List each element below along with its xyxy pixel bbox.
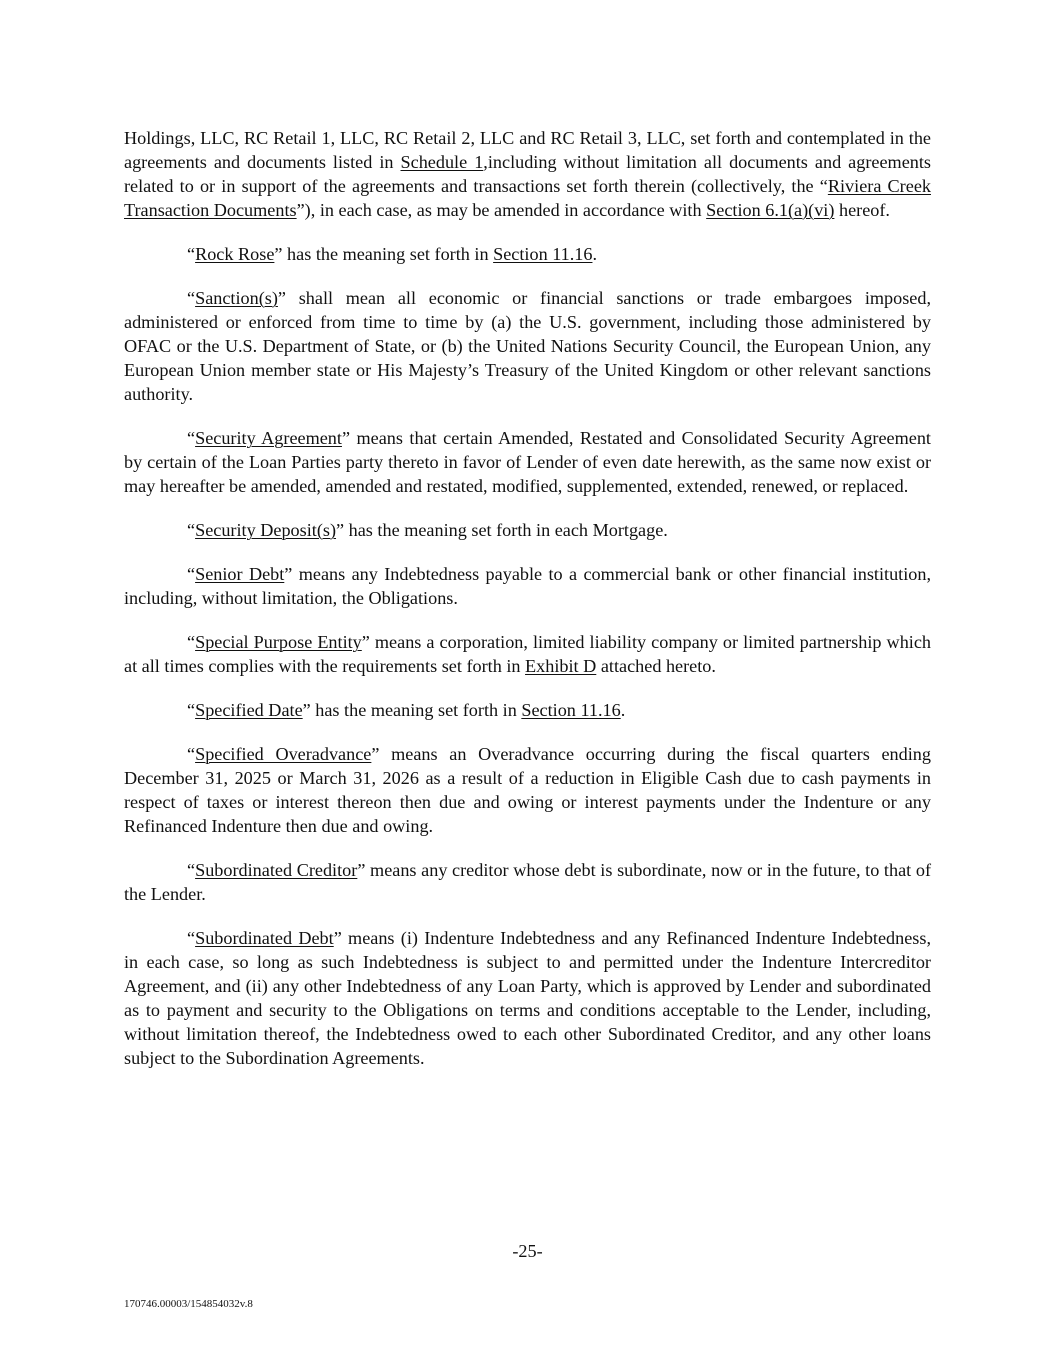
defined-term: Senior Debt [195, 564, 285, 584]
defined-term: Subordinated Creditor [195, 860, 358, 880]
reference-section-11-16: Section 11.16 [521, 700, 621, 720]
defined-term: Sanction(s) [195, 288, 278, 308]
defined-term: Subordinated Debt [195, 928, 334, 948]
defined-term: Security Agreement [195, 428, 342, 448]
definition-specified-date: “Specified Date” has the meaning set forth in Section 11.16. [187, 700, 626, 720]
definition-senior-debt: “Senior Debt” means any Indebtedness payable to a commercial bank or other financial institution, including, without limitation, the Obligations. [124, 564, 931, 608]
defined-term: Special Purpose Entity [195, 632, 362, 652]
reference-exhibit-d: Exhibit D [525, 656, 597, 676]
page-number: -25- [512, 1241, 543, 1261]
definition-special-purpose-entity: “Special Purpose Entity” means a corporation, limited liability company or limited partnership which at all times complies with the requirements set forth in Exhibit D attached hereto. [124, 632, 932, 676]
reference-schedule-1: Schedule 1 [400, 152, 484, 172]
reference-section-11-16: Section 11.16 [493, 244, 593, 264]
definition-subordinated-debt: “Subordinated Debt” means (i) Indenture Indebtedness and any Refinanced Indenture Indebtedness, in each case, so long as such Indebtedness is subject to and permitted under the Indenture Intercreditor Agreement, and (ii) any other Indebtedness of any Loan Party, which is approved by Lender and subordinated as to payment and security to the Obligations on terms and conditions acceptable to the Lender, including, without limitation thereof, the Indebtedness owed to each other Subordinated Creditor, and any other loans subject to the Subordination Agreements. [124, 928, 932, 1068]
definition-subordinated-creditor: “Subordinated Creditor” means any creditor whose debt is subordinate, now or in the future, to that of the Lender. [124, 860, 931, 904]
paragraph-riviera-creek: Holdings, LLC, RC Retail 1, LLC, RC Retail 2, LLC and RC Retail 3, LLC, set forth and contemplated in the agreements and documents listed in Schedule 1,including without limitation all documents and agreements related to or in support of the agreements and transactions set forth therein (collectively, the “Riviera Creek Transaction Documents”), in each case, as may be amended in accordance with Section 6.1(a)(vi) hereof. [124, 128, 931, 220]
reference-section-6-1-a-vi: Section 6.1(a)(vi) [706, 200, 835, 220]
defined-term-riviera-creek-transaction-documents: Riviera Creek Transaction Documents [124, 176, 931, 220]
defined-term: Rock Rose [195, 244, 275, 264]
definition-sanctions: “Sanction(s)” shall mean all economic or financial sanctions or trade embargoes imposed, administered or enforced from time to time by (a) the U.S. government, including those administered by OFAC or the U.S. Department of State, or (b) the United Nations Security Council, the European Union, any European Union member state or His Majesty’s Treasury of the United Kingdom or other relevant sanctions authority. [124, 288, 931, 404]
defined-term: Security Deposit(s) [195, 520, 337, 540]
defined-term: Specified Date [195, 700, 303, 720]
definition-security-deposits: “Security Deposit(s)” has the meaning set forth in each Mortgage. [187, 520, 668, 540]
document-body [124, 126, 931, 1070]
document-id: 170746.00003/154854032v.8 [124, 1298, 253, 1310]
definition-specified-overadvance: “Specified Overadvance” means an Overadvance occurring during the fiscal quarters ending December 31, 2025 or March 31, 2026 as a result of a reduction in Eligible Cash due to cash payments in respect of taxes or interest thereon then due and owing or interest payments under the Indenture or any Refinanced Indenture then due and owing. [124, 744, 931, 836]
definition-security-agreement: “Security Agreement” means that certain Amended, Restated and Consolidated Security Agreement by certain of the Loan Parties party thereto in favor of Lender of even date herewith, as the same now exist or may hereafter be amended, amended and restated, modified, supplemented, extended, renewed, or replaced. [124, 428, 931, 496]
defined-term: Specified Overadvance [195, 744, 372, 764]
definition-rock-rose: “Rock Rose” has the meaning set forth in Section 11.16. [187, 244, 598, 264]
